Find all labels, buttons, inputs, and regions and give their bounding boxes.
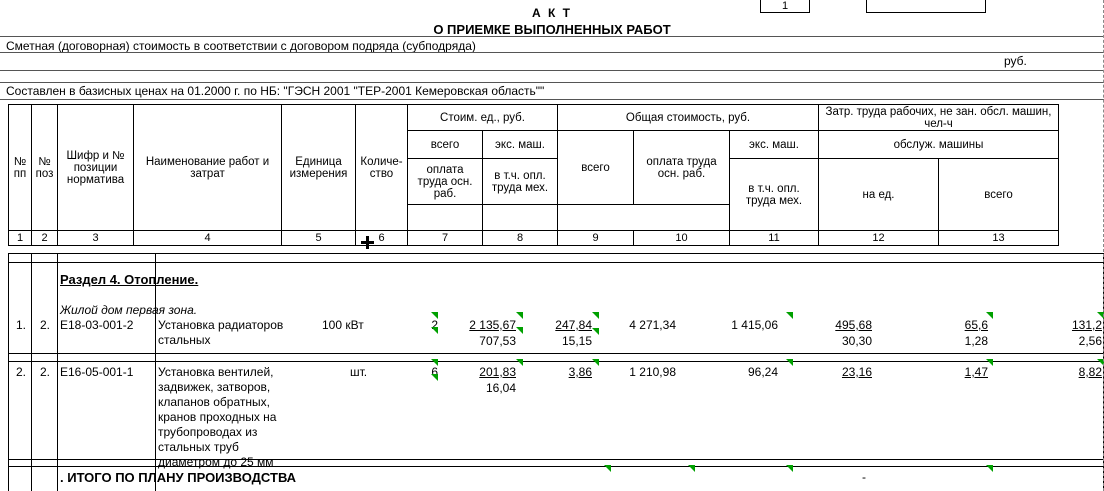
col-num-8: 8 bbox=[483, 231, 558, 246]
th-total-mech-wages: в т.ч. опл. труда мех. bbox=[730, 159, 819, 231]
document-title-akt: А К Т bbox=[532, 6, 572, 20]
row2-no-pp: 2. bbox=[16, 365, 27, 379]
comment-marker-12 bbox=[592, 359, 599, 366]
row2-name-line6: стальных труб bbox=[158, 440, 239, 454]
col-num-10: 10 bbox=[634, 231, 730, 246]
th-labor-total: всего bbox=[939, 159, 1059, 231]
row2-unit-cost-total: 201,83 bbox=[479, 365, 516, 379]
grid-hrule-1 bbox=[8, 253, 1104, 254]
row1-name-line1: Установка радиаторов bbox=[158, 318, 284, 332]
grid-hrule-3 bbox=[8, 353, 1104, 354]
comment-marker-19 bbox=[786, 465, 793, 472]
th-labor-per-unit: на ед. bbox=[819, 159, 939, 231]
col-num-7: 7 bbox=[408, 231, 483, 246]
grid-hrule-4 bbox=[8, 361, 1104, 362]
th-unit-mech-wages: в т.ч. опл. труда мех. bbox=[483, 159, 558, 205]
row2-name-line7: диаметром до 25 мм bbox=[158, 455, 274, 469]
row2-labor-per-unit: 1,47 bbox=[964, 365, 988, 379]
row2-name-line3: клапанов обратных, bbox=[158, 395, 270, 409]
comment-marker-16 bbox=[431, 374, 438, 381]
th-unit-cost-blank-2 bbox=[483, 205, 558, 231]
contract-cost-label: Сметная (договорная) стоимость в соответствии с договором подряда (субподряда) bbox=[6, 39, 476, 53]
th-no-pp: № пп bbox=[9, 105, 32, 231]
col-num-12: 12 bbox=[819, 231, 939, 246]
comment-marker-7 bbox=[431, 327, 438, 334]
th-shifr: Шифр и № позиции норматива bbox=[58, 105, 134, 231]
row1-labor-per-unit-2: 1,28 bbox=[964, 334, 988, 348]
th-unit-cost-blank-1 bbox=[408, 205, 483, 231]
grid-hrule-2 bbox=[8, 262, 1104, 263]
col-num-9: 9 bbox=[558, 231, 634, 246]
th-unit-cost-machines: экс. маш. bbox=[483, 131, 558, 159]
row2-unit-cost-machines: 3,86 bbox=[568, 365, 592, 379]
row1-unit-mech-wages: 15,15 bbox=[561, 334, 592, 348]
th-no-poz: № поз bbox=[32, 105, 58, 231]
row1-unit-wages: 707,53 bbox=[479, 334, 516, 348]
th-unit-cost-total: всего bbox=[408, 131, 483, 159]
comment-marker-1 bbox=[431, 312, 438, 319]
comment-marker-14 bbox=[986, 359, 993, 366]
row1-labor-per-unit: 65,6 bbox=[964, 318, 988, 332]
th-service-machines: обслуж. машины bbox=[819, 131, 1059, 159]
comment-marker-4 bbox=[786, 312, 793, 319]
row2-shifr: Е16-05-001-1 bbox=[60, 365, 134, 379]
grid-vline-b bbox=[31, 253, 32, 491]
comment-marker-18 bbox=[688, 465, 695, 472]
subsection-title: Жилой дом первая зона. bbox=[60, 303, 198, 317]
row1-no-pp: 1. bbox=[16, 318, 27, 332]
row1-total-machines: 495,68 bbox=[835, 318, 872, 332]
col-num-13: 13 bbox=[939, 231, 1059, 246]
th-labor-group: Затр. труда рабочих, не зан. обсл. машин, чел-ч bbox=[819, 105, 1059, 131]
comment-marker-17 bbox=[604, 465, 611, 472]
row1-total-mech-wages: 30,30 bbox=[841, 334, 872, 348]
th-unit-cost-group: Стоим. ед., руб. bbox=[408, 105, 558, 131]
row1-labor-total-2: 2,56 bbox=[1078, 334, 1102, 348]
row1-unit-cost-total: 2 135,67 bbox=[469, 318, 516, 332]
col-num-5: 5 bbox=[282, 231, 356, 246]
row2-name-line2: задвижек, затворов, bbox=[158, 380, 271, 394]
col-num-11: 11 bbox=[730, 231, 819, 246]
row2-quantity: 6 bbox=[431, 365, 438, 379]
col-num-3: 3 bbox=[58, 231, 134, 246]
th-name: Наименование работ и затрат bbox=[134, 105, 282, 231]
row1-total-wages: 1 415,06 bbox=[731, 318, 778, 332]
row1-labor-total: 131,2 bbox=[1071, 318, 1102, 332]
row2-labor-total: 8,82 bbox=[1078, 365, 1102, 379]
comment-marker-20 bbox=[986, 465, 993, 472]
th-quantity: Количе-ство bbox=[356, 105, 408, 231]
comment-marker-13 bbox=[786, 359, 793, 366]
th-total-wages: оплата труда осн. раб. bbox=[634, 131, 730, 205]
grid-vline-c bbox=[57, 253, 58, 491]
col-num-6: 6 bbox=[356, 231, 408, 246]
grid-vline-d bbox=[155, 253, 156, 491]
th-total-cost-group: Общая стоимость, руб. bbox=[558, 105, 819, 131]
th-total-all: всего bbox=[558, 131, 634, 205]
currency-label: руб. bbox=[1004, 54, 1027, 68]
th-unit: Единица измерения bbox=[282, 105, 356, 231]
row2-no-poz: 2. bbox=[40, 365, 51, 379]
row1-quantity: 2 bbox=[431, 318, 438, 332]
row2-unit-wages: 16,04 bbox=[485, 381, 516, 395]
row2-name-line1: Установка вентилей, bbox=[158, 365, 274, 379]
row2-name-line4: кранов проходных на bbox=[158, 410, 277, 424]
col-num-1: 1 bbox=[9, 231, 32, 246]
row1-name-line2: стальных bbox=[158, 333, 211, 347]
comment-marker-10 bbox=[431, 359, 438, 366]
col-num-4: 4 bbox=[134, 231, 282, 246]
row2-name-line5: трубопроводах из bbox=[158, 425, 258, 439]
total-dash: - bbox=[862, 470, 866, 484]
comment-marker-3 bbox=[592, 312, 599, 319]
comment-marker-11 bbox=[516, 359, 523, 366]
col-num-2: 2 bbox=[32, 231, 58, 246]
works-acceptance-table bbox=[8, 104, 1059, 246]
row2-total-wages: 96,24 bbox=[747, 365, 778, 379]
mouse-cursor bbox=[361, 236, 374, 249]
section-title: Раздел 4. Отопление. bbox=[60, 272, 199, 287]
row1-shifr: Е18-03-001-2 bbox=[60, 318, 134, 332]
grid-vline-a bbox=[8, 253, 9, 491]
row1-unit-cost-machines: 247,84 bbox=[555, 318, 592, 332]
comment-marker-2 bbox=[516, 312, 523, 319]
basis-price-label: Составлен в базисных ценах на 01.2000 г. по НБ: "ГЭСН 2001 "ТЕР-2001 Кемеровская область"" bbox=[6, 84, 545, 98]
row2-total-machines: 23,16 bbox=[841, 365, 872, 379]
comment-marker-8 bbox=[516, 327, 523, 334]
row2-unit: шт. bbox=[350, 365, 368, 379]
row2-total-all: 1 210,98 bbox=[629, 365, 676, 379]
top-stub-cell-1-value: 1 bbox=[781, 0, 789, 12]
row1-total-all: 4 271,34 bbox=[629, 318, 676, 332]
th-total-machines: экс. маш. bbox=[730, 131, 819, 159]
comment-marker-9 bbox=[592, 328, 599, 335]
th-unit-wages: оплата труда осн. раб. bbox=[408, 159, 483, 205]
row1-no-poz: 2. bbox=[40, 318, 51, 332]
row1-unit: 100 кВт bbox=[322, 318, 364, 332]
document-title-subtitle: О ПРИЕМКЕ ВЫПОЛНЕННЫХ РАБОТ bbox=[433, 22, 671, 37]
comment-marker-5 bbox=[986, 312, 993, 319]
total-label: . ИТОГО ПО ПЛАНУ ПРОИЗВОДСТВА bbox=[60, 470, 297, 485]
